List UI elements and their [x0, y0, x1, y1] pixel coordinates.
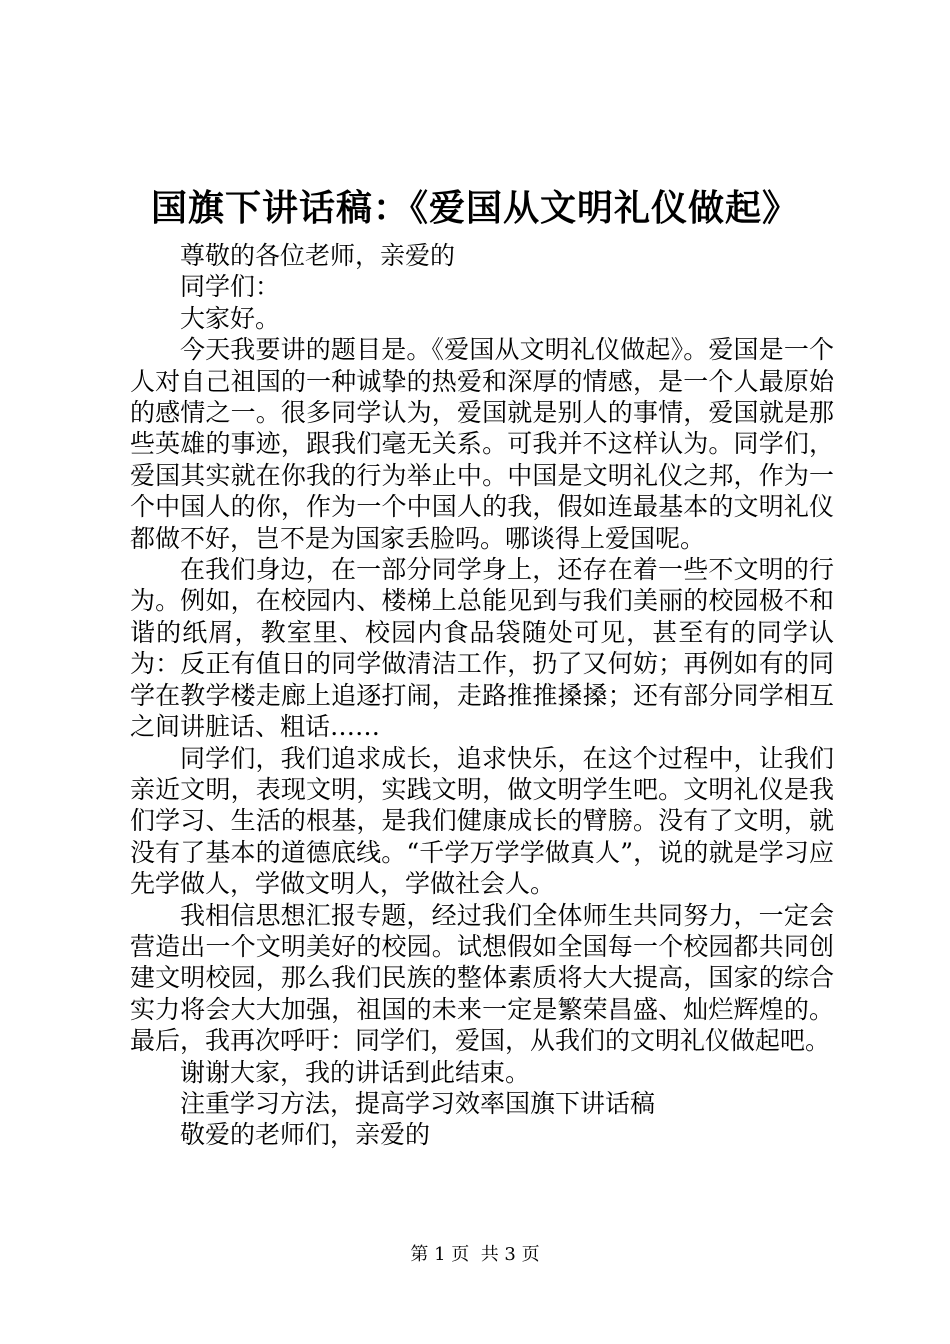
- body-paragraph: 同学们，我们追求成长，追求快乐，在这个过程中，让我们亲近文明，表现文明，实践文明，做文明学生吧。文明礼仪是我们学习、生活的根基，是我们健康成长的臂膀。没有了文明，就没有了基本的道德底线。“千学万学学做真人”，说的就是学习应先学做人，学做文明人，学做社会人。: [130, 743, 834, 899]
- page-number-label: 第 1 页 共 3 页: [410, 1244, 540, 1265]
- page-footer: [0, 1243, 950, 1267]
- salutation-line-1: 尊敬的各位老师，亲爱的: [180, 241, 456, 270]
- body-paragraph: 今天我要讲的题目是。《爱国从文明礼仪做起》。爱国是一个人对自己祖国的一种诚挚的热爱和深厚的情感，是一个人最原始的感情之一。很多同学认为，爱国就是别人的事情，爱国就是那些英雄的事迹，跟我们毫无关系。可我并不这样认为。同学们，爱国其实就在你我的行为举止中。中国是文明礼仪之邦，作为一个中国人的你，作为一个中国人的我，假如连最基本的文明礼仪都做不好，岂不是为国家丢脸吗。哪谈得上爱国呢。: [130, 335, 834, 553]
- body-paragraph: 我相信思想汇报专题，经过我们全体师生共同努力，一定会营造出一个文明美好的校园。试想假如全国每一个校园都共同创建文明校园，那么我们民族的整体素质将大大提高，国家的综合实力将会大大加强，祖国的未来一定是繁荣昌盛、灿烂辉煌的。最后，我再次呼吁：同学们，爱国，从我们的文明礼仪做起吧。: [130, 900, 834, 1056]
- closing-line: 谢谢大家，我的讲话到此结束。: [180, 1057, 531, 1087]
- salutation-line-2: 同学们：: [180, 272, 281, 302]
- greeting-line: 大家好。: [180, 303, 281, 333]
- next-title-line: 注重学习方法，提高学习效率国旗下讲话稿: [180, 1088, 656, 1118]
- document-body: [130, 240, 834, 1151]
- body-paragraph: 在我们身边，在一部分同学身上，还存在着一些不文明的行为。例如，在校园内、楼梯上总能见到与我们美丽的校园极不和谐的纸屑，教室里、校园内食品袋随处可见，甚至有的同学认为：反正有值日的同学做清洁工作，扔了又何妨；再例如有的同学在教学楼走廊上追逐打闹，走路推推搡搡；还有部分同学相互之间讲脏话、粗话……: [130, 555, 834, 742]
- document-title: 国旗下讲话稿：《爱国从文明礼仪做起》: [150, 187, 799, 229]
- next-salutation-line: 敬爱的老师们，亲爱的: [180, 1120, 431, 1150]
